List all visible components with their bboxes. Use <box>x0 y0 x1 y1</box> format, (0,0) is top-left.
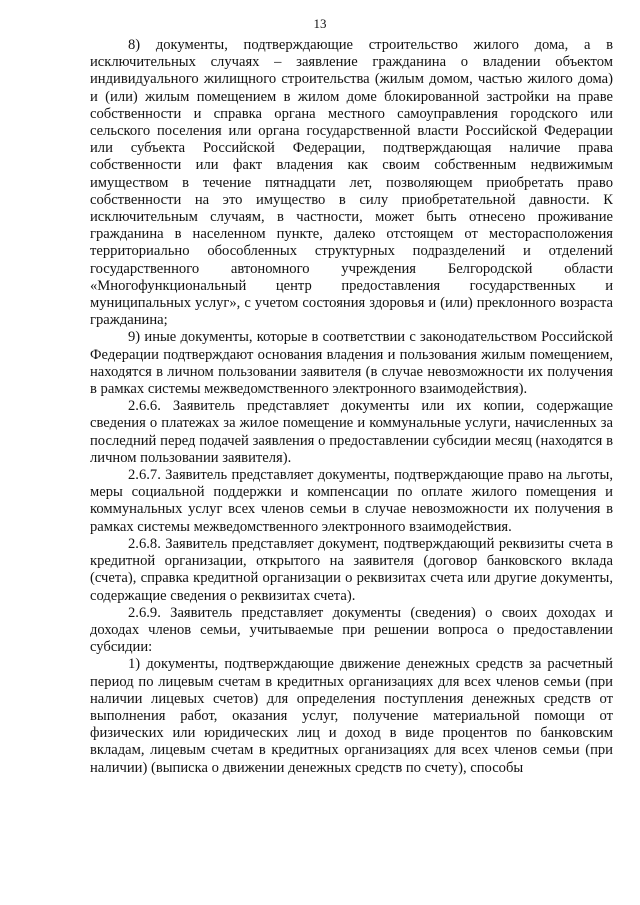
paragraph-2-6-7: 2.6.7. Заявитель представляет документы, подтверждающие право на льготы, меры социальной поддержки и компенсации по оплате жилого помещения и коммунальных услуг всех членов семьи в случае невозможности их получения в рамках системы межведомственного электронного взаимодействия. <box>90 467 613 535</box>
document-body <box>90 37 613 777</box>
paragraph-item-1: 1) документы, подтверждающие движение денежных средств за расчетный период по лицевым счетам в кредитных организациях для всех членов семьи (при наличии лицевых счетов) для определения поступления денежных средств от выполнения работ, оказания услуг, получение материальной помощи от физических или юридических лиц и доход в виде процентов по банковским вкладам, лицевым счетам в кредитных организациях для всех членов семьи (при наличии) (выписка о движении денежных средств по счету), способы <box>90 656 613 776</box>
page-number: 13 <box>313 16 327 31</box>
paragraph-item-9: 9) иные документы, которые в соответствии с законодательством Российской Федерации подтверждают основания владения и пользования жилым помещением, находятся в личном пользовании заявителя (в случае невозможности их получения в рамках системы межведомственного электронного взаимодействия). <box>90 329 613 398</box>
paragraph-item-8: 8) документы, подтверждающие строительство жилого дома, а в исключительных случаях – заявление гражданина о владении объектом индивидуального жилищного строительства (жилым домом, частью жилого дома) и (или) жилым помещением в жилом доме блокированной застройки на праве собственности и справка органа местного самоуправления городского или сельского поселения или органа государственной власти Российской Федерации или субъекта Российской Федерации, подтверждающая наличие права собственности или факт владения как своим собственным недвижимым имуществом в течение пятнадцати лет, позволяющем приобретать право собственности на это имущество в силу приобретательной давности. К исключительным случаям, в частности, может быть отнесено проживание гражданина в населенном пункте, далеко отстоящем от месторасположения территориально обособленных структурных подразделений и отделений государственного автономного учреждения Белгородской области «Многофункциональный центр предоставления государственных и муниципальных услуг», с учетом состояния здоровья и (или) преклонного возраста гражданина; <box>90 37 613 329</box>
paragraph-2-6-9: 2.6.9. Заявитель представляет документы (сведения) о своих доходах и доходах членов семьи, учитываемые при решении вопроса о предоставлении субсидии: <box>90 604 613 656</box>
paragraph-2-6-6: 2.6.6. Заявитель представляет документы или их копии, содержащие сведения о платежах за жилое помещение и коммунальные услуги, начисленных за последний перед подачей заявления о предоставлении субсидии месяц (находятся в личном пользовании заявителя). <box>90 398 613 466</box>
paragraph-2-6-8: 2.6.8. Заявитель представляет документ, подтверждающий реквизиты счета в кредитной организации, открытого на заявителя (договор банковского вклада (счета), справка кредитной организации о реквизитах счета или другие документы, содержащие сведения о реквизитах счета). <box>90 535 613 604</box>
